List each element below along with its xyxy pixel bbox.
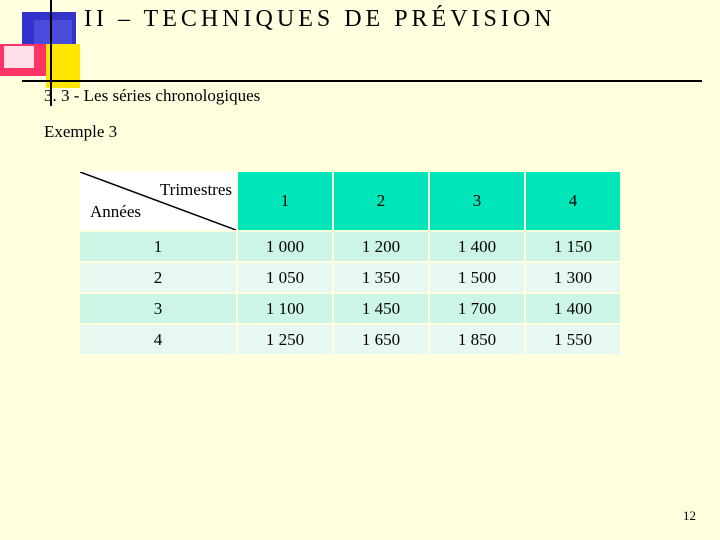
table-cell: 1 300: [526, 263, 620, 292]
table-row: [80, 232, 620, 261]
table-cell: 1 050: [238, 263, 332, 292]
table-cell: 1 100: [238, 294, 332, 323]
row-header: 1: [80, 232, 236, 261]
row-header: 3: [80, 294, 236, 323]
table-cell: 1 000: [238, 232, 332, 261]
row-header: 4: [80, 325, 236, 354]
table-cell: 1 500: [430, 263, 524, 292]
table-cell: 1 450: [334, 294, 428, 323]
decorative-white-square: [4, 46, 34, 68]
table-cell: 1 650: [334, 325, 428, 354]
table-header-row: [80, 172, 620, 230]
column-header: 4: [526, 172, 620, 230]
table-cell: 1 400: [526, 294, 620, 323]
table-cell: 1 550: [526, 325, 620, 354]
section-heading: 3. 3 - Les séries chronologiques: [44, 86, 261, 105]
table-row: [80, 294, 620, 323]
title-underline: [22, 80, 702, 82]
table-cell: 1 700: [430, 294, 524, 323]
column-header: 3: [430, 172, 524, 230]
data-table: [78, 170, 622, 356]
table-cell: 1 850: [430, 325, 524, 354]
table-cell: 1 200: [334, 232, 428, 261]
table-row: [80, 325, 620, 354]
column-header: 2: [334, 172, 428, 230]
corner-label-years: Années: [90, 202, 141, 221]
example-label: Exemple 3: [44, 122, 118, 141]
table-row: [80, 263, 620, 292]
slide-title: II – TECHNIQUES DE PRÉVISION: [84, 6, 556, 32]
table-cell: 1 400: [430, 232, 524, 261]
table-cell: 1 150: [526, 232, 620, 261]
column-header: 1: [238, 172, 332, 230]
corner-label-quarters: Trimestres: [159, 180, 232, 199]
table-cell: 1 350: [334, 263, 428, 292]
table-cell: 1 250: [238, 325, 332, 354]
table-corner-cell: [80, 172, 236, 230]
page-number: 12: [683, 508, 696, 523]
row-header: 2: [80, 263, 236, 292]
